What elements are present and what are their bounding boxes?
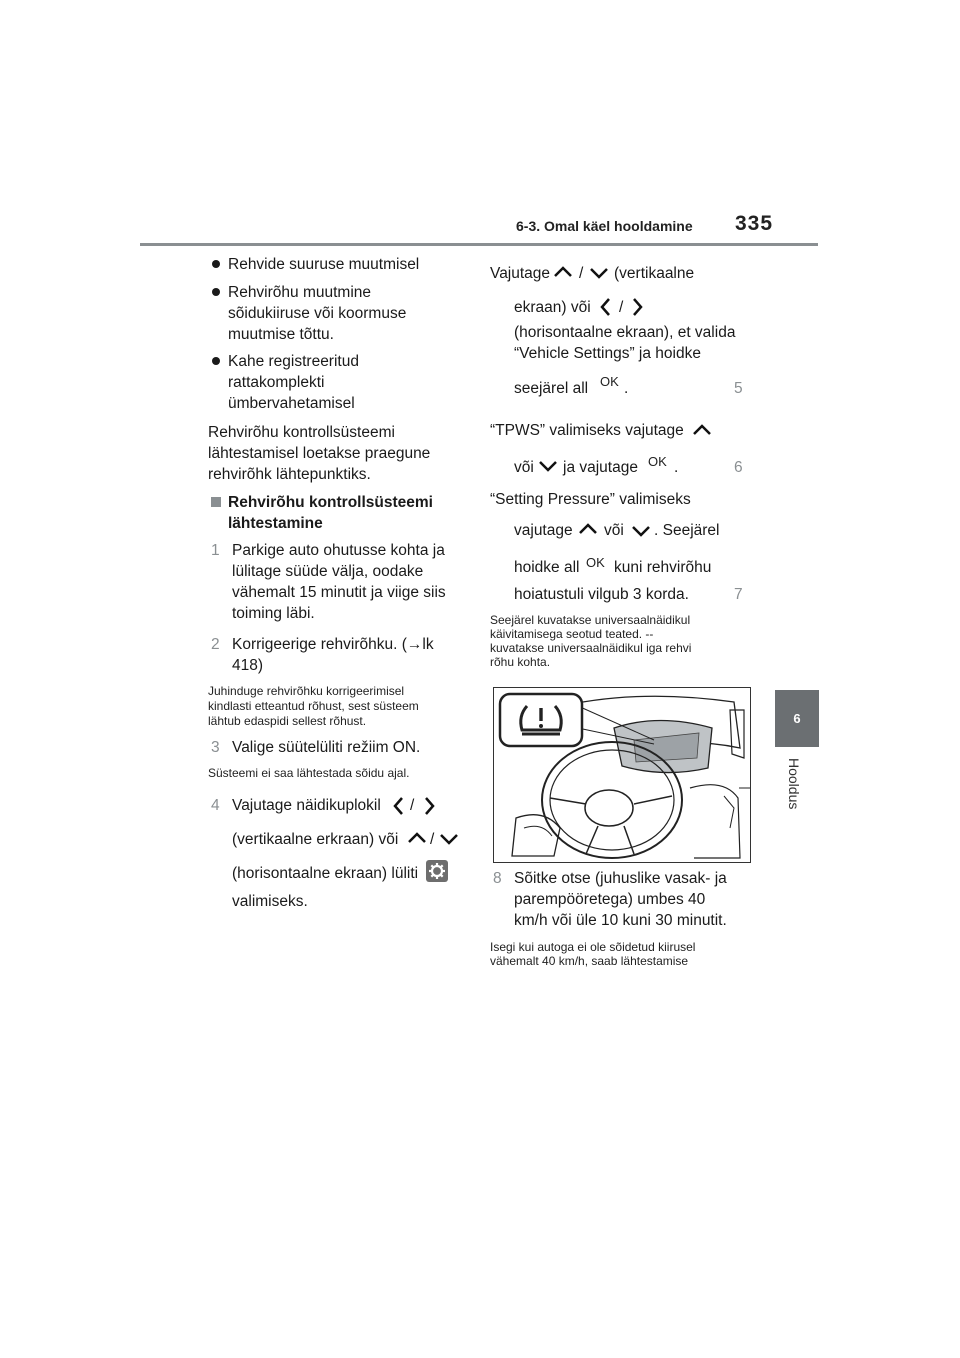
step-text: Vajutage näidikuplokil <box>232 797 381 814</box>
step-text: 418) <box>232 657 264 674</box>
note-text: Isegi kui autoga ei ole sõidetud kiirusel <box>490 940 696 954</box>
chevron-down-icon <box>537 459 559 473</box>
chevron-up-icon <box>406 831 428 845</box>
page-number: 335 <box>735 212 774 235</box>
chevron-down-icon <box>438 832 460 846</box>
section-heading: Rehvirõhu kontrollsüsteemi <box>228 494 433 511</box>
arrow-icon: → <box>406 636 423 653</box>
section-heading: lähtestamine <box>228 515 323 532</box>
chevron-down-icon <box>630 524 652 538</box>
paragraph: rehvirõhk lähtepunktiks. <box>208 466 371 483</box>
chevron-left-icon <box>599 296 613 318</box>
paragraph: Rehvirõhu kontrollsüsteemi <box>208 424 395 441</box>
step-text: seejärel all <box>514 380 589 397</box>
note-text: Seejärel kuvatakse universaalnäidikul <box>490 613 691 627</box>
step-text: ja vajutage <box>563 459 638 476</box>
step-text: või <box>604 522 624 539</box>
step-text: hoiatustuli vilgub 3 korda. <box>514 586 689 603</box>
step-number: 8 <box>493 870 502 887</box>
note-text: rõhu kohta. <box>490 655 551 669</box>
step-text: Vajutage <box>490 265 551 282</box>
bullet-text: Rehvide suuruse muutmisel <box>228 256 420 273</box>
bullet-text: Rehvirõhu muutmine <box>228 284 372 301</box>
step-text: km/h või üle 10 kuni 30 minutit. <box>514 912 727 929</box>
ok-icon: OK <box>648 454 667 469</box>
step-text: . <box>674 459 679 476</box>
step-text: (vertikaalne <box>614 265 695 282</box>
step-number: 5 <box>734 380 743 397</box>
step-text: ekraan) või <box>514 299 591 316</box>
note-text: vähemalt 40 km/h, saab lähtestamise <box>490 954 689 968</box>
chapter-name: Hooldus <box>786 758 802 810</box>
step-number: 6 <box>734 459 743 476</box>
gear-icon <box>426 860 448 882</box>
chevron-up-icon <box>577 522 599 536</box>
step-text: Sõitke otse (juhuslike vasak- ja <box>514 870 727 887</box>
step-text: lülitage süüde välja, oodake <box>232 563 424 580</box>
step-text: parempööretega) umbes 40 <box>514 891 706 908</box>
note-text: käivitamisega seotud teated. -- <box>490 627 654 641</box>
chapter-tab <box>775 690 819 747</box>
step-text: vähemalt 15 minutit ja viige siis <box>232 584 446 601</box>
slash: / <box>430 831 435 848</box>
step-text: (vertikaalne erkraan) või <box>232 831 399 848</box>
step-number: 4 <box>211 797 220 814</box>
step-text: kuni rehvirõhu <box>614 559 712 576</box>
header-divider <box>140 243 818 246</box>
note-text: kindlasti etteantud rõhust, sest süsteem <box>208 699 419 713</box>
step-text: toiming läbi. <box>232 605 315 622</box>
dashboard-illustration <box>493 687 751 863</box>
step-text: “Vehicle Settings” ja hoidke <box>514 345 701 362</box>
step-number: 2 <box>211 636 220 653</box>
step-number: 3 <box>211 739 220 756</box>
step-text: “Setting Pressure” valimiseks <box>490 491 691 508</box>
note-text: Süsteemi ei saa lähtestada sõidu ajal. <box>208 766 410 780</box>
step-text: valimiseks. <box>232 893 308 910</box>
step-text: . Seejärel <box>654 522 720 539</box>
bullet-dot <box>212 357 220 365</box>
step-text: või <box>514 459 534 476</box>
bullet-text: muutmise tõttu. <box>228 326 334 343</box>
chevron-up-icon <box>552 265 574 279</box>
step-text: . <box>624 380 629 397</box>
paragraph: lähtestamisel loetakse praegune <box>208 445 431 462</box>
slash: / <box>619 299 624 316</box>
bullet-text: Kahe registreeritud <box>228 353 359 370</box>
step-text: (horisontaalne ekraan) lüliti <box>232 865 419 882</box>
chapter-number: 6 <box>793 711 801 726</box>
ok-icon: OK <box>586 555 605 570</box>
chevron-down-icon <box>588 266 610 280</box>
chevron-right-icon <box>422 795 436 817</box>
step-text <box>232 634 434 655</box>
bullet-dot <box>212 260 220 268</box>
step-text: hoidke all <box>514 559 580 576</box>
bullet-dot <box>212 288 220 296</box>
bullet-text: ümbervahetamisel <box>228 395 355 412</box>
step-number: 7 <box>734 586 743 603</box>
bullet-text: sõidukiiruse või koormuse <box>228 305 407 322</box>
slash: / <box>579 265 584 282</box>
note-text: Juhinduge rehvirõhku korrigeerimisel <box>208 684 405 698</box>
heading-marker <box>211 497 221 507</box>
page-ref-link[interactable]: lk <box>422 636 434 653</box>
steering-wheel-illustration <box>494 688 750 862</box>
chevron-up-icon <box>691 423 713 437</box>
chevron-right-icon <box>630 296 644 318</box>
bullet-text: rattakomplekti <box>228 374 325 391</box>
step-text: vajutage <box>514 522 573 539</box>
note-text: kuvatakse universaalnäidikul iga rehvi <box>490 641 692 655</box>
step-text: Valige süütelüliti režiim ON. <box>232 739 421 756</box>
chevron-left-icon <box>392 795 406 817</box>
step-text: (horisontaalne ekraan), et valida <box>514 324 736 341</box>
note-text: lähtub edaspidi sellest rõhust. <box>208 714 367 728</box>
step-text: Parkige auto ohutusse kohta ja <box>232 542 445 559</box>
section-title: 6-3. Omal käel hooldamine <box>516 218 693 234</box>
step-text: “TPWS” valimiseks vajutage <box>490 422 684 439</box>
step-text-part: Korrigeerige rehvirõhku. ( <box>232 636 407 653</box>
slash: / <box>410 797 415 814</box>
step-number: 1 <box>211 542 220 559</box>
ok-icon: OK <box>600 374 619 389</box>
